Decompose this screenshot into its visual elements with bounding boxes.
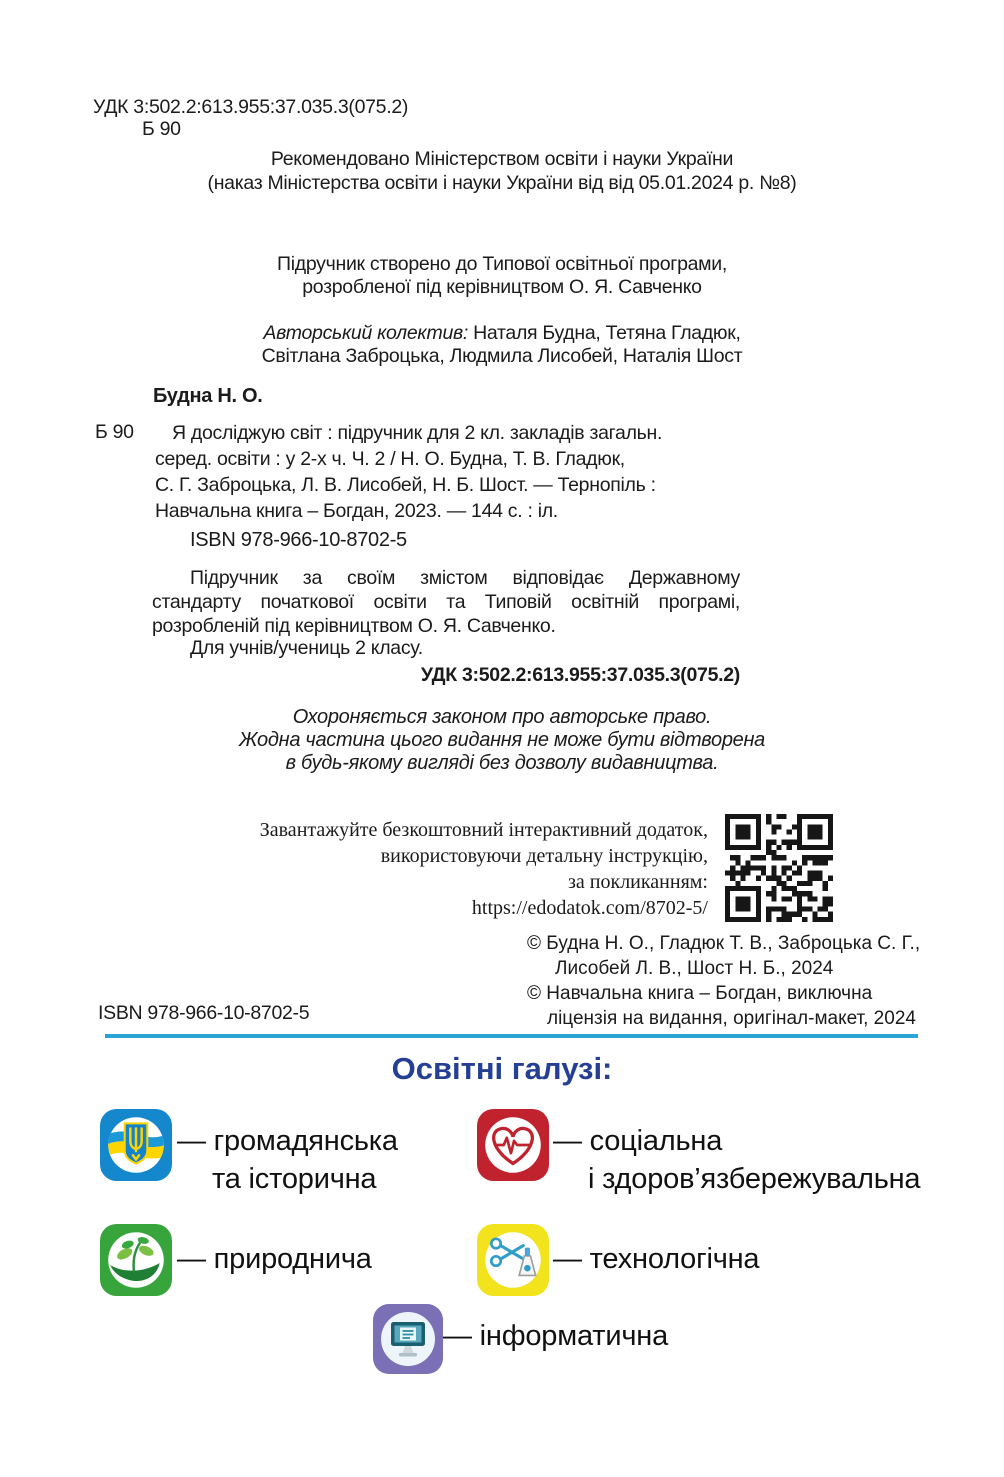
app-download-note — [208, 817, 708, 921]
authors-names-1: Наталя Будна, Тетяна Гладюк, — [467, 322, 741, 344]
audience-note: Для учнів/учениць 2 класу. — [190, 637, 423, 659]
galuzi-label-technology: — технологічна — [553, 1243, 760, 1275]
galuzi-label-social-health: — соціальна і здоров’язбережувальна — [553, 1125, 921, 1195]
copyright-authors-2: Лисобей Л. В., Шост Н. Б., 2024 — [555, 958, 834, 979]
standard-note: Підручник за своїм змістом відповідає Державному стандарту початкової освіти та Типовій освітній програмі, розробленій під керівництвом О. Я. Савченко. — [152, 567, 740, 637]
isbn-mid: ISBN 978-966-10-8702-5 — [190, 529, 407, 551]
bib-description: Я досліджую світ : підручник для 2 кл. закладів загальн. серед. освіти : у 2-х ч. Ч. 2 / Н. О. Будна, Т. В. Гладюк, С. Г. Заброцька, Л. В. Лисобей, Н. Б. Шост. — Тернопіль : Навчальна книга – Богдан, 2023. — 144 с. : іл. — [155, 422, 663, 522]
authors-names-2: Світлана Заброцька, Людмила Лисобей, Наталія Шост — [261, 345, 743, 367]
copyright-publisher-1: © Навчальна книга – Богдан, виключна — [527, 983, 873, 1004]
blue-divider — [105, 1034, 918, 1038]
qr-code — [725, 814, 833, 922]
galuzi-label-nature: — природнича — [177, 1243, 372, 1275]
author-sign-top: Б 90 — [142, 118, 181, 140]
galuzi-label-civic-historical: — громадянська та історична — [177, 1125, 398, 1195]
main-author: Будна Н. О. — [153, 385, 263, 407]
recommendation-note: Рекомендовано Міністерством освіти і науки України (наказ Міністерства освіти і науки України від від 05.01.2024 р. №8) — [207, 148, 797, 194]
computer-icon — [373, 1304, 443, 1374]
program-note: Підручник створено до Типової освітньої програми, розробленої під керівництвом О. Я. Савченко — [277, 253, 727, 298]
galuzi-title: Освітні галузі: — [391, 1051, 613, 1086]
udk-code-top: УДК 3:502.2:613.955:37.035.3(075.2) — [93, 96, 409, 118]
scissors-glue-icon — [477, 1224, 549, 1296]
copyright-law-note: Охороняється законом про авторське право. Жодна частина цього видання не може бути відтворена в будь-якому вигляді без дозволу видавництва. — [239, 706, 765, 774]
authors-line1 — [0, 322, 1004, 345]
isbn-bottom: ISBN 978-966-10-8702-5 — [98, 1002, 310, 1024]
authors-block — [0, 322, 1004, 368]
copyright-authors-1: © Будна Н. О., Гладюк Т. В., Заброцька С. Г., — [527, 933, 921, 954]
udk-code-bold: УДК 3:502.2:613.955:37.035.3(075.2) — [420, 664, 740, 686]
galuzi-label-informatics: — інформатична — [443, 1320, 668, 1352]
heart-pulse-icon — [477, 1109, 549, 1181]
qr-code-image — [725, 814, 833, 922]
authors-label: Авторський колектив: — [263, 322, 468, 344]
trident-icon — [100, 1109, 172, 1181]
plant-hand-icon — [100, 1224, 172, 1296]
bib-author-sign: Б 90 — [95, 421, 134, 443]
copyright-block — [527, 931, 997, 1031]
app-url: https://edodatok.com/8702-5/ — [471, 897, 708, 919]
app-note-lines: Завантажуйте безкоштовний інтерактивний додаток, використовуючи детальну інструкцію, за покликанням: — [259, 819, 708, 893]
copyright-publisher-2: ліцензія на видання, оригінал-макет, 2024 — [547, 1008, 916, 1029]
